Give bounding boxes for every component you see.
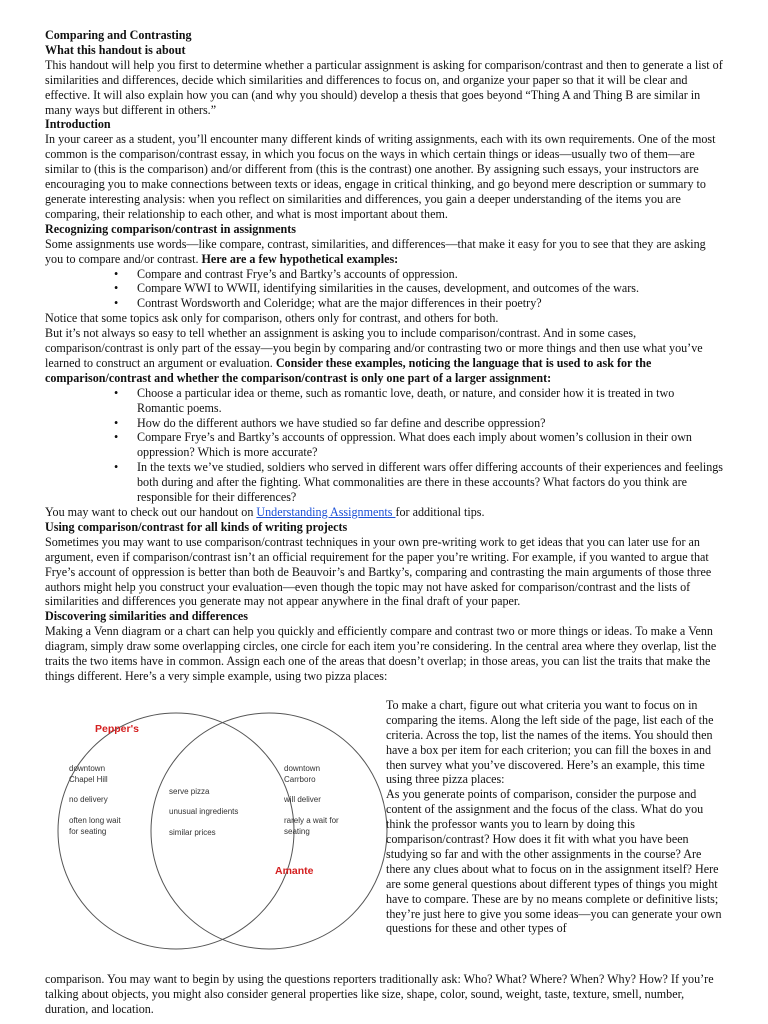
discovering-heading: Discovering similarities and differences [45, 609, 248, 624]
venn-left-item: no delivery [69, 794, 108, 804]
venn-center-item: unusual ingredients [169, 806, 239, 816]
introduction-heading: Introduction [45, 117, 111, 132]
venn-right-title: Amante [275, 864, 314, 877]
list-item: • Choose a particular idea or theme, such as romantic love, death, or nature, and consider how it is treated in two Romantic poems. [137, 386, 723, 416]
venn-center-item: serve pizza [169, 786, 210, 796]
discovering-paragraph: Making a Venn diagram or a chart can help you quickly and efficiently compare and contrast two or more things or ideas. To make a Venn diagram, simply draw some overlapping circles, one circle for each item you’re considering. In the central area where they overlap, list the traits the two items have in common. Assign each one of the areas that doesn’t overlap; in those areas, you can list the traits that make the things different. Here’s a very simple example, using two pizza places: [45, 624, 717, 683]
checkout-paragraph [45, 505, 723, 520]
using-paragraph: Sometimes you may want to use comparison/contrast techniques in your own pre-writing work to get ideas that you can later use for an argument, even if comparison/contrast isn’t an official requirement for the paper you’re writing. For example, if you wanted to argue that Frye’s account of oppression is better than both de Beauvoir’s and Bartky’s, comparing and contrasting the main arguments of those three authors might help you construct your evaluation—even though the topic may not have asked for comparison/contrast and the lists of similarities and differences you generate may not appear anywhere in the final draft of your paper. [45, 534, 712, 609]
purpose-paragraph: As you generate points of comparison, consider the purpose and content of the assignment and the focus of the class. What do you think the professor wants you to learn by doing this comparison/contrast? How does it fit with what you have been studying so far and with the other assignments in the course? Are there any clues about what to focus on in the assignment itself? Here are some general questions about different types of things you might have to compare. These are by no means complete or definitive lists; they’re just here to give you some ideas—you can generate your own questions for these and other types of [386, 787, 722, 936]
checkout-text-end: for additional tips. [395, 505, 485, 519]
venn-left-item: for seating [69, 826, 107, 836]
recognizing-text: Some assignments use words—like compare, contrast, similarities, and differences—that make it easy for you to see that they are asking you to compare and/or contrast. [45, 236, 706, 266]
venn-right-item: seating [284, 826, 310, 836]
recognizing-paragraph [45, 237, 723, 267]
venn-center-item: similar prices [169, 827, 216, 837]
recognizing-bold: Here are a few hypothetical examples: [201, 251, 399, 266]
venn-side-text [386, 698, 723, 937]
recognizing-heading: Recognizing comparison/contrast in assignments [45, 221, 296, 236]
examples-list-2 [45, 386, 723, 505]
venn-left-title: Pepper's [95, 722, 139, 735]
document-page [45, 28, 723, 1017]
but-bold: Consider these examples, noticing the language that is used to ask for the comparison/contrast and whether the comparison/contrast is only one part of a larger assignment: [45, 355, 652, 385]
list-item: • Compare Frye’s and Bartky’s accounts of oppression. What does each imply about women’s collusion in their own oppression? Which is more accurate? [137, 430, 723, 460]
venn-left-item: downtown [69, 763, 106, 773]
venn-left-item: Chapel Hill [69, 774, 108, 784]
about-heading: What this handout is about [45, 42, 186, 57]
chart-paragraph: To make a chart, figure out what criteria you want to focus on in comparing the items. Along the left side of the page, list each of the criteria. Across the top, list the names of the items. You should then have a box per item for each criterion; you can fill the boxes in and then survey what you’ve discovered. Here’s an example, this time using three pizza places: [386, 697, 714, 787]
venn-right-item: Carrboro [284, 774, 316, 784]
list-item: • How do the different authors we have studied so far define and describe oppression? [137, 416, 723, 431]
examples-list-1 [45, 267, 723, 312]
but-paragraph [45, 326, 723, 386]
venn-section [45, 690, 723, 972]
understanding-assignments-link[interactable]: Understanding Assignments [256, 505, 396, 519]
venn-left-item: often long wait [69, 815, 121, 825]
final-paragraph: comparison. You may want to begin by using the questions reporters traditionally ask: Who? What? Where? When? Why? How? If you’re talking about objects, you might also consider general properties like size, shape, color, sound, weight, taste, texture, smell, number, duration, and location. [45, 971, 714, 1016]
venn-diagram [53, 690, 391, 972]
list-item: • In the texts we’ve studied, soldiers who served in different wars offer differing accounts of their experiences and feelings both during and after the fighting. What commonalities are there in these accounts? What factors do you think are responsible for their differences? [137, 460, 723, 505]
but-text: But it’s not always so easy to tell whether an assignment is asking you to include comparison/contrast. And in some cases, comparison/contrast is only part of the essay—you begin by comparing and/or contrasting two or more things and then use what you’ve learned to construct an argument or evaluation. [45, 326, 703, 370]
checkout-text: You may want to check out our handout on [45, 505, 257, 519]
document-title: Comparing and Contrasting [45, 28, 192, 42]
about-paragraph: This handout will help you first to determine whether a particular assignment is asking for comparison/contrast and then to generate a list of similarities and differences, decide which similarities and differences to focus on, and organize your paper so that it will be clear and effective. It will also explain how you can (and why you should) develop a thesis that goes beyond “Thing A and Thing B are similar in many ways but different in others.” [45, 57, 723, 117]
using-heading: Using comparison/contrast for all kinds of writing projects [45, 519, 348, 534]
venn-right-item: rarely a wait for [284, 815, 339, 825]
list-item: • Contrast Wordsworth and Coleridge; what are the major differences in their poetry? [137, 296, 723, 311]
venn-right-item: downtown [284, 763, 321, 773]
list-item: • Compare WWI to WWII, identifying similarities in the causes, development, and outcomes of the wars. [137, 281, 723, 296]
introduction-paragraph: In your career as a student, you’ll encounter many different kinds of writing assignments, each with its own requirements. One of the most common is the comparison/contrast essay, in which you focus on the ways in which certain things or ideas—usually two of them—are similar to (this is the comparison) and/or different from (this is the contrast) one another. By assigning such essays, your instructors are encouraging you to make connections between texts or ideas, engage in critical thinking, and go beyond mere description or summary to generate interesting analysis: when you reflect on similarities and differences, you gain a deeper understanding of the items you are comparing, their relationship to each other, and what is most important about them. [45, 132, 716, 221]
list-item: • Compare and contrast Frye’s and Bartky’s accounts of oppression. [137, 267, 723, 282]
notice-paragraph: Notice that some topics ask only for comparison, others only for contrast, and others for both. [45, 311, 499, 326]
venn-right-item: will deliver [284, 794, 321, 804]
